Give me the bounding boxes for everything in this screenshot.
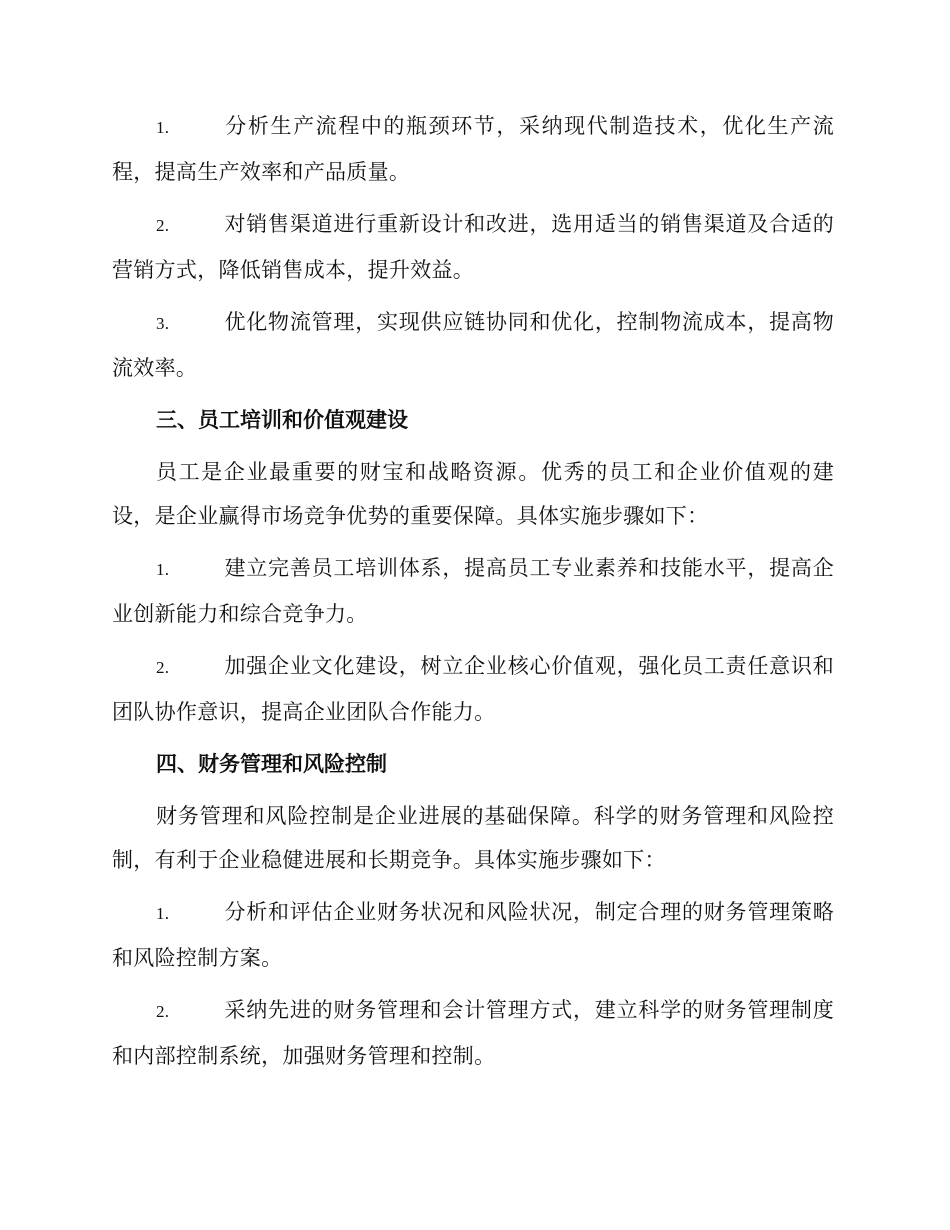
section-intro: 员工是企业最重要的财宝和战略资源。优秀的员工和企业价值观的建设，是企业赢得市场竞争优势的重要保障。具体实施步骤如下： [112,460,834,528]
list-number: 1. [156,904,170,923]
list-item-text: 分析生产流程中的瓶颈环节，采纳现代制造技术，优化生产流程，提高生产效率和产品质量。 [112,114,834,184]
list-item [112,644,834,734]
list-item [112,300,834,390]
list-item [112,202,834,292]
list-item [112,546,834,636]
list-number: 1. [156,560,170,579]
list-item-text: 建立完善员工培训体系，提高员工专业素养和技能水平，提高企业创新能力和综合竞争力。 [112,556,834,626]
document-body [112,104,834,1086]
list-item [112,988,834,1078]
list-number: 2. [156,216,170,235]
list-item-text: 对销售渠道进行重新设计和改进，选用适当的销售渠道及合适的营销方式，降低销售成本，提升效益。 [112,212,834,282]
list-item-text: 采纳先进的财务管理和会计管理方式，建立科学的财务管理制度和内部控制系统，加强财务管理和控制。 [112,998,834,1068]
section-intro: 财务管理和风险控制是企业进展的基础保障。科学的财务管理和风险控制，有利于企业稳健进展和长期竞争。具体实施步骤如下： [112,804,834,872]
list-number: 1. [156,118,170,137]
list-item-text: 优化物流管理，实现供应链协同和优化，控制物流成本，提高物流效率。 [112,310,834,380]
list-number: 2. [156,658,170,677]
section-heading: 四、财务管理和风险控制 [156,751,387,776]
list-item [112,890,834,980]
section-heading: 三、员工培训和价值观建设 [156,407,408,432]
list-item [112,104,834,194]
list-number: 2. [156,1002,170,1021]
list-number: 3. [156,314,170,333]
list-item-text: 加强企业文化建设，树立企业核心价值观，强化员工责任意识和团队协作意识，提高企业团队合作能力。 [112,654,834,724]
list-item-text: 分析和评估企业财务状况和风险状况，制定合理的财务管理策略和风险控制方案。 [112,900,834,970]
